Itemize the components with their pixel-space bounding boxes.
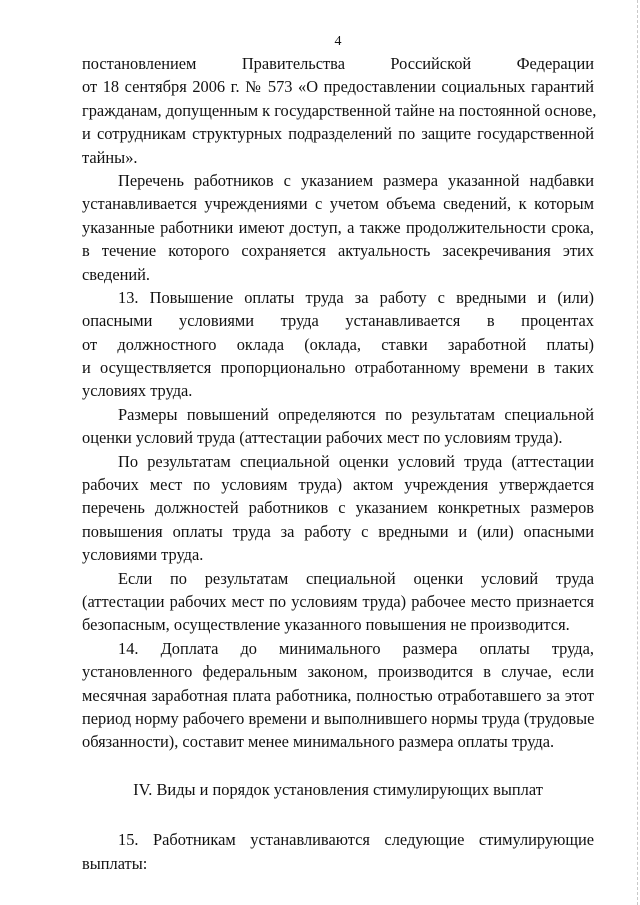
document-body [82, 52, 597, 875]
text-line: обязанности), составит менее минимального размера оплаты труда. [82, 732, 555, 752]
text-line: сведений. [82, 264, 151, 284]
paragraph-item-14 [82, 637, 594, 754]
paragraph-safe-workplace [82, 567, 594, 637]
text-line: Размеры повышений определяются по результатам специальной [118, 404, 594, 424]
text-line: (аттестации рабочих мест по условиям труда) рабочее место признается [82, 591, 594, 611]
text-line: месячная заработная плата работника, полностью отработавшего за этот [82, 685, 594, 705]
paragraph-item-13 [82, 286, 594, 403]
text-line: условиями труда. [82, 545, 204, 565]
paragraph-assessment-results [82, 450, 594, 567]
text-line: опасными условиями труда устанавливается в процентах [82, 311, 594, 331]
text-line: оценки условий труда (аттестации рабочих мест по условиям труда). [82, 428, 563, 448]
text-line: и осуществляется пропорционально отработанному времени в таких [82, 358, 594, 378]
text-line: Если по результатам специальной оценки условий труда [118, 568, 594, 588]
text-line: тайны». [82, 147, 138, 167]
text-line: от 18 сентября 2006 г. № 573 «О предоставлении социальных гарантий [82, 77, 594, 97]
text-line: рабочих мест по условиям труда) актом учреждения утверждается [82, 475, 594, 495]
text-line: и сотрудникам структурных подразделений по защите государственной [82, 124, 594, 144]
text-line: выплаты: [82, 853, 148, 873]
text-line: указанные работники имеют доступ, а также продолжительности срока, [82, 217, 594, 237]
text-line: безопасным, осуществление указанного повышения не производится. [82, 615, 570, 635]
paragraph-employee-list [82, 169, 594, 286]
text-line: повышения оплаты труда за работу с вредными и (или) опасными [82, 521, 594, 541]
section-heading: IV. Виды и порядок установления стимулирующих выплат [133, 779, 543, 799]
paragraph-increase-sizes [82, 403, 594, 450]
text-line: Перечень работников с указанием размера указанной надбавки [118, 170, 594, 190]
text-line: условиях труда. [82, 381, 193, 401]
text-line: устанавливается учреждениями с учетом объема сведений, к которым [82, 194, 594, 214]
text-line: перечень должностей работников с указанием конкретных размеров [82, 498, 594, 518]
page-number: 4 [334, 34, 342, 49]
paragraph-continuation [82, 52, 597, 169]
text-line: установленного федеральным законом, производится в случае, если [82, 662, 594, 682]
text-line: от должностного оклада (оклада, ставки заработной платы) [82, 334, 594, 354]
paragraph-item-15 [82, 828, 594, 875]
text-line: 15. Работникам устанавливаются следующие стимулирующие [118, 830, 594, 850]
text-line: гражданам, допущенным к государственной тайне на постоянной основе, [82, 100, 597, 120]
scan-edge-line [637, 0, 638, 905]
text-line: 14. Доплата до минимального размера оплаты труда, [118, 638, 594, 658]
text-line: период норму рабочего времени и выполнившего нормы труда (трудовые [82, 708, 595, 728]
text-line: 13. Повышение оплаты труда за работу с вредными и (или) [118, 287, 594, 307]
text-line: в течение которого сохраняется актуальность засекречивания этих [82, 241, 594, 261]
text-line: По результатам специальной оценки условий труда (аттестации [118, 451, 594, 471]
text-line: постановлением Правительства Российской Федерации [82, 54, 594, 73]
